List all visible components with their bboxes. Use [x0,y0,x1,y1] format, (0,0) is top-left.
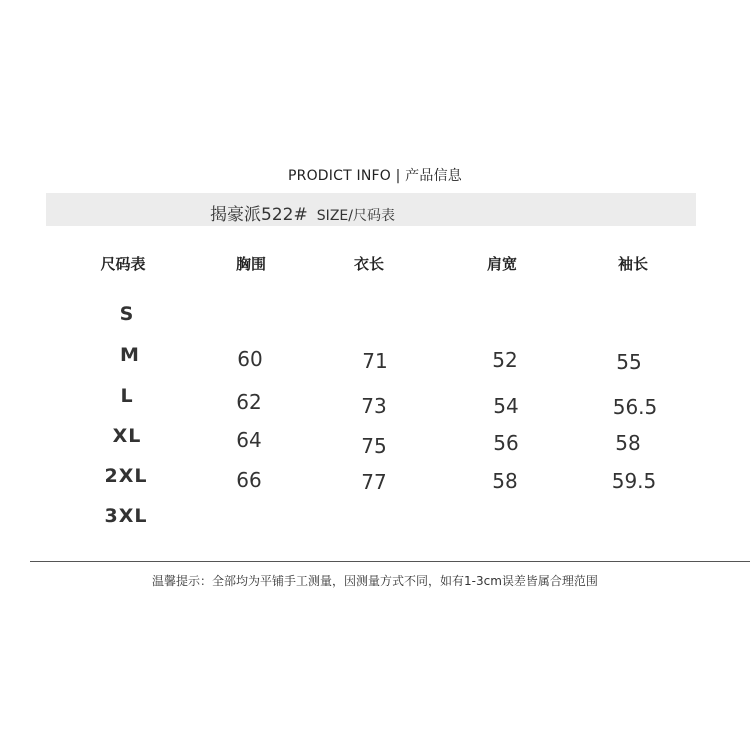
cell-sleeve: 58 [615,431,641,455]
cell-chest: 66 [236,468,262,492]
column-header-sleeve: 袖长 [617,255,649,273]
measurement-note: 温馨提示：全部均为平铺手工测量，因测量方式不同，如有1-3cm误差皆属合理范围 [152,574,598,588]
cell-chest: 60 [237,347,263,371]
column-header-length: 衣长 [353,255,385,273]
size-label: L [120,385,134,407]
size-label: M [120,344,140,366]
cell-sleeve: 59.5 [611,469,657,493]
cell-sleeve: 55 [616,350,642,374]
column-header-chest: 胸围 [235,255,267,273]
cell-chest: 64 [236,428,262,452]
size-label: 3XL [104,505,148,527]
model-name: 揭豪派522# [210,205,308,225]
cell-shoulder: 52 [492,348,518,372]
cell-sleeve: 56.5 [612,395,658,419]
subheader-text [210,200,395,225]
size-label: 2XL [104,465,148,487]
size-chart-label: SIZE/尺码表 [316,208,395,224]
cell-shoulder: 56 [493,431,519,455]
column-header-size: 尺码表 [100,255,146,273]
size-label: XL [112,425,142,447]
cell-shoulder: 58 [492,469,518,493]
cell-length: 71 [362,349,388,373]
divider [30,561,750,562]
cell-length: 75 [361,434,387,458]
cell-length: 77 [361,470,387,494]
cell-shoulder: 54 [493,394,519,418]
size-label: S [119,303,135,325]
cell-chest: 62 [236,390,262,414]
cell-length: 73 [361,394,387,418]
column-header-shoulder: 肩宽 [486,255,518,273]
header-title: PRODICT INFO | 产品信息 [288,168,462,184]
